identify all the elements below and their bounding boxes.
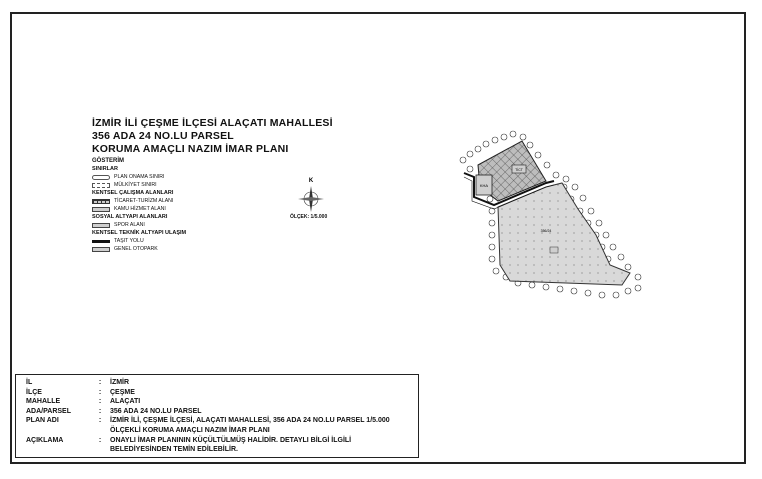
info-value: İZMİR [110, 379, 130, 386]
plan-title-line1: İZMİR İLİ ÇEŞME İLÇESİ ALAÇATI MAHALLESİ [92, 117, 333, 129]
parking-area [550, 247, 558, 253]
parking-swatch [92, 247, 110, 252]
legend-heading: GÖSTERİM [92, 158, 125, 164]
sports-swatch [92, 223, 110, 228]
legend-group-title: KENTSEL ÇALIŞMA ALANLARI [92, 190, 174, 196]
info-row: PLAN ADI : İZMİR İLİ, ÇEŞME İLÇESİ, ALAÇATI MAHALLESİ, 356 ADA 24 NO.LU PARSEL 1/5.000 ÖLÇEKLİ KORUMA AMAÇLI NAZIM İMAR PLANI [16, 416, 418, 435]
road-swatch [92, 240, 110, 243]
north-arrow-icon [296, 175, 326, 215]
plan-title-line2: 356 ADA 24 NO.LU PARSEL [92, 130, 234, 142]
kha-label: KHA [479, 183, 489, 188]
legend-item [92, 173, 292, 181]
info-row: AÇIKLAMA : ONAYLI İMAR PLANININ KÜÇÜLTÜLMÜŞ HALİDİR. DETAYLI BİLGİ İLGİLİ BELEDİYESİNDEN TEMİN EDİLEBİLİR. [16, 436, 418, 455]
plan-info-table [15, 374, 419, 458]
info-value: ALAÇATI [110, 398, 141, 406]
plan-title [92, 117, 333, 156]
legend-group-title: SINIRLAR [92, 166, 118, 172]
legend-item-label: TAŞIT YOLU [114, 237, 144, 244]
parcel-area [498, 183, 630, 285]
legend-item-label: SPOR ALANI [114, 221, 145, 228]
legend-item [92, 205, 292, 213]
property-line-swatch [92, 183, 110, 188]
parcel-map [450, 125, 650, 305]
legend-item [92, 245, 292, 253]
info-key: PLAN ADI [26, 417, 59, 425]
legend-item [92, 181, 292, 189]
public-service-swatch [92, 207, 110, 212]
info-key: ADA/PARSEL [26, 407, 71, 415]
info-row: İL : İZMİR [16, 378, 418, 388]
info-row: MAHALLE : ALAÇATI [16, 397, 418, 407]
info-key: AÇIKLAMA [26, 436, 64, 444]
legend-item [92, 237, 292, 245]
legend-item-label: TİCARET-TURİZM ALANI [114, 197, 174, 204]
legend-item-label: GENEL OTOPARK [114, 245, 158, 252]
north-label: K [308, 178, 314, 184]
info-value: ÇEŞME [110, 388, 135, 396]
legend-item-label: PLAN ONAMA SINIRI [114, 173, 165, 180]
info-value: 356 ADA 24 NO.LU PARSEL [110, 407, 202, 415]
scale-label: ÖLÇEK: 1/5.000 [290, 214, 328, 220]
info-value: ONAYLI İMAR PLANININ KÜÇÜLTÜLMÜŞ HALİDİR. DETAYLI BİLGİ İLGİLİ BELEDİYESİNDEN TEMİN EDİLEBİLİR. [110, 436, 352, 454]
info-value: İZMİR İLİ, ÇEŞME İLÇESİ, ALAÇATI MAHALLESİ, 356 ADA 24 NO.LU PARSEL 1/5.000 ÖLÇEKLİ KORUMA AMAÇLI NAZIM İMAR PLANI [110, 417, 390, 434]
legend-item [92, 197, 292, 205]
info-row: İLÇE : ÇEŞME [16, 388, 418, 398]
boundary-swatch [92, 175, 110, 180]
legend [92, 158, 292, 253]
legend-group-title: KENTSEL TEKNİK ALTYAPI ULAŞIM [92, 230, 187, 236]
commercial-swatch [92, 199, 110, 204]
legend-group-title: SOSYAL ALTYAPI ALANLARI [92, 214, 168, 220]
info-key: MAHALLE [26, 398, 61, 406]
info-key: İL [26, 379, 33, 386]
legend-item [92, 221, 292, 229]
legend-item-label: KAMU HİZMET ALANI [114, 205, 166, 212]
tict-label: TİCT [515, 168, 523, 172]
info-row: ADA/PARSEL : 356 ADA 24 NO.LU PARSEL [16, 407, 418, 417]
plan-title-line3: KORUMA AMAÇLI NAZIM İMAR PLANI [92, 143, 289, 155]
legend-item-label: MÜLKİYET SINIRI [114, 181, 157, 188]
parcel-label: 356/24 [540, 229, 552, 233]
info-key: İLÇE [26, 388, 42, 396]
